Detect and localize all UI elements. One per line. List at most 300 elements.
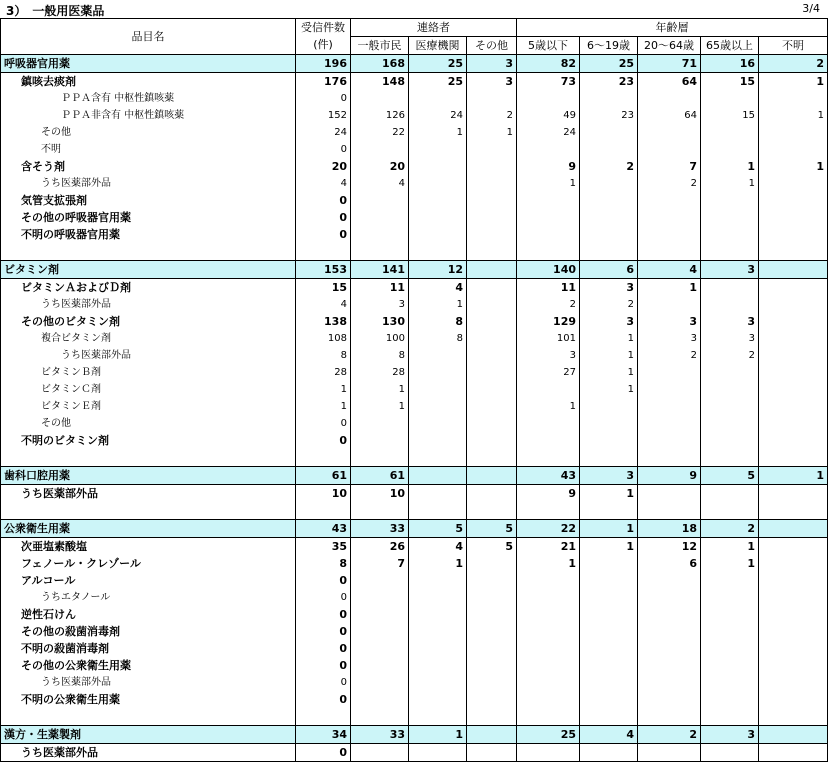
row-value (467, 90, 517, 107)
row-label: 気管支拡張剤 (1, 192, 296, 209)
row-value (409, 674, 467, 691)
row-value: 130 (351, 313, 409, 330)
row-value: 148 (351, 73, 409, 91)
row-value (759, 485, 828, 503)
row-value: 20 (296, 158, 351, 175)
table-row (1, 623, 828, 640)
col-header-received-unit: (件) (296, 37, 351, 55)
row-value (759, 726, 828, 744)
row-value (409, 623, 467, 640)
row-value (638, 90, 701, 107)
row-value: 4 (409, 279, 467, 297)
row-value (351, 243, 409, 261)
row-value (409, 364, 467, 381)
row-value: 1 (638, 279, 701, 297)
row-value: 25 (409, 73, 467, 91)
table-row (1, 192, 828, 209)
row-value (638, 640, 701, 657)
row-value: 8 (351, 347, 409, 364)
table-row (1, 398, 828, 415)
row-value: 3 (351, 296, 409, 313)
table-row (1, 657, 828, 674)
row-value (701, 398, 759, 415)
row-value (409, 226, 467, 243)
col-header-contact-group: 連絡者 (351, 19, 517, 37)
row-value: 22 (351, 124, 409, 141)
row-value (580, 209, 638, 226)
spacer-row (1, 243, 828, 261)
row-value: 12 (409, 261, 467, 279)
table-row (1, 347, 828, 364)
row-value (517, 243, 580, 261)
row-value (759, 192, 828, 209)
row-value (701, 502, 759, 520)
category-row (1, 520, 828, 538)
row-value (409, 691, 467, 708)
row-value: 3 (580, 313, 638, 330)
row-value: 2 (467, 107, 517, 124)
row-value (759, 226, 828, 243)
row-value: 100 (351, 330, 409, 347)
row-value: 33 (351, 726, 409, 744)
row-value (701, 90, 759, 107)
row-value (296, 243, 351, 261)
row-value: 3 (701, 330, 759, 347)
row-label: ビタミンＥ剤 (1, 398, 296, 415)
row-value (580, 175, 638, 192)
row-value (638, 296, 701, 313)
row-value: 16 (701, 55, 759, 73)
row-value (638, 708, 701, 726)
row-value: 101 (517, 330, 580, 347)
row-value (517, 691, 580, 708)
row-value (351, 691, 409, 708)
row-label: 不明 (1, 141, 296, 158)
row-value (759, 606, 828, 623)
row-value: 3 (580, 467, 638, 485)
row-value: 2 (638, 175, 701, 192)
table-row (1, 538, 828, 556)
row-value (409, 175, 467, 192)
row-value: 21 (517, 538, 580, 556)
row-value (701, 674, 759, 691)
table-row (1, 330, 828, 347)
row-value: 15 (701, 73, 759, 91)
row-value: 4 (638, 261, 701, 279)
row-value: 1 (759, 467, 828, 485)
row-value (409, 502, 467, 520)
row-value (351, 708, 409, 726)
row-label: うち医薬部外品 (1, 175, 296, 192)
row-value: 3 (517, 347, 580, 364)
row-value (296, 502, 351, 520)
row-value: 152 (296, 107, 351, 124)
row-value: 3 (701, 726, 759, 744)
row-value (759, 415, 828, 432)
row-value (701, 192, 759, 209)
row-value: 0 (296, 90, 351, 107)
row-value: 64 (638, 73, 701, 91)
row-value (409, 209, 467, 226)
row-value: 1 (351, 398, 409, 415)
row-label: 不明の呼吸器官用薬 (1, 226, 296, 243)
row-value (467, 347, 517, 364)
row-value: 1 (759, 158, 828, 175)
row-value (701, 124, 759, 141)
row-value: 18 (638, 520, 701, 538)
row-value: 43 (517, 467, 580, 485)
row-value (638, 141, 701, 158)
row-value: 24 (409, 107, 467, 124)
row-value (351, 589, 409, 606)
row-value (580, 572, 638, 589)
table-row (1, 124, 828, 141)
row-value: 0 (296, 640, 351, 657)
table-row (1, 691, 828, 708)
row-value: 0 (296, 432, 351, 449)
row-value: 0 (296, 623, 351, 640)
row-value: 5 (409, 520, 467, 538)
table-row (1, 279, 828, 297)
header-row-1 (1, 19, 828, 37)
row-value: 1 (409, 726, 467, 744)
table-row (1, 572, 828, 589)
category-row (1, 726, 828, 744)
row-value: 0 (296, 209, 351, 226)
row-label: その他 (1, 415, 296, 432)
row-value (409, 381, 467, 398)
row-value: 1 (580, 364, 638, 381)
row-value (580, 640, 638, 657)
row-value (580, 657, 638, 674)
row-value (517, 192, 580, 209)
row-value: 1 (701, 538, 759, 556)
row-value (351, 226, 409, 243)
table-row (1, 674, 828, 691)
row-value (701, 296, 759, 313)
row-value (580, 141, 638, 158)
row-value: 126 (351, 107, 409, 124)
row-value (701, 226, 759, 243)
row-value (409, 640, 467, 657)
row-value: 3 (467, 73, 517, 91)
row-value (467, 415, 517, 432)
row-label: その他の呼吸器官用薬 (1, 209, 296, 226)
row-value (580, 555, 638, 572)
table-row (1, 141, 828, 158)
row-value (517, 449, 580, 467)
row-value (759, 538, 828, 556)
row-value: 24 (517, 124, 580, 141)
spacer-row (1, 502, 828, 520)
row-value (467, 606, 517, 623)
row-value: 138 (296, 313, 351, 330)
table-row (1, 432, 828, 449)
row-value (409, 90, 467, 107)
row-value: 28 (296, 364, 351, 381)
row-value (351, 432, 409, 449)
row-value (467, 141, 517, 158)
table-row (1, 364, 828, 381)
row-value: 5 (467, 538, 517, 556)
row-value (701, 141, 759, 158)
row-label (1, 449, 296, 467)
row-value: 1 (351, 381, 409, 398)
row-value: 3 (701, 313, 759, 330)
row-value (638, 572, 701, 589)
row-value: 49 (517, 107, 580, 124)
row-value: 1 (580, 330, 638, 347)
row-value (580, 502, 638, 520)
table-row (1, 606, 828, 623)
row-value (638, 657, 701, 674)
row-value: 1 (409, 555, 467, 572)
row-value: 43 (296, 520, 351, 538)
section-title: 3） 一般用医薬品 (6, 4, 105, 18)
row-value (759, 209, 828, 226)
row-value (759, 449, 828, 467)
row-value (759, 657, 828, 674)
row-value (351, 415, 409, 432)
row-value (467, 313, 517, 330)
row-value (351, 623, 409, 640)
row-label: 歯科口腔用薬 (1, 467, 296, 485)
row-value: 8 (296, 347, 351, 364)
row-value (759, 243, 828, 261)
row-value: 5 (701, 467, 759, 485)
row-value (701, 657, 759, 674)
row-value (759, 398, 828, 415)
row-value: 35 (296, 538, 351, 556)
row-value (759, 520, 828, 538)
row-value (351, 90, 409, 107)
row-value (517, 90, 580, 107)
row-value: 9 (517, 485, 580, 503)
row-value (759, 381, 828, 398)
page-number: 3/4 (802, 2, 820, 15)
row-value: 4 (580, 726, 638, 744)
row-value: 15 (296, 279, 351, 297)
row-value: 20 (351, 158, 409, 175)
row-label: うち医薬部外品 (1, 296, 296, 313)
row-value: 25 (580, 55, 638, 73)
table-row (1, 589, 828, 606)
row-value (351, 606, 409, 623)
row-value (638, 226, 701, 243)
row-label: その他のビタミン剤 (1, 313, 296, 330)
row-value (580, 124, 638, 141)
row-value (580, 398, 638, 415)
row-value: 2 (580, 296, 638, 313)
row-value (701, 691, 759, 708)
row-label: 含そう剤 (1, 158, 296, 175)
row-value (638, 449, 701, 467)
row-value: 7 (351, 555, 409, 572)
row-value (517, 572, 580, 589)
row-label: うち医薬部外品 (1, 347, 296, 364)
row-value: 1 (467, 124, 517, 141)
row-value (517, 381, 580, 398)
row-value: 2 (580, 158, 638, 175)
row-label: 公衆衛生用薬 (1, 520, 296, 538)
row-value: 73 (517, 73, 580, 91)
col-header-contact-public: 一般市民 (351, 37, 409, 55)
row-value: 61 (296, 467, 351, 485)
row-value (580, 708, 638, 726)
row-value: 168 (351, 55, 409, 73)
row-value (701, 279, 759, 297)
col-header-age-group: 年齢層 (517, 19, 828, 37)
row-value: 25 (409, 55, 467, 73)
row-label: アルコール (1, 572, 296, 589)
row-value (759, 124, 828, 141)
row-value (409, 606, 467, 623)
row-value (467, 226, 517, 243)
row-value: 5 (467, 520, 517, 538)
row-value (467, 192, 517, 209)
row-value: 1 (296, 398, 351, 415)
row-value: 71 (638, 55, 701, 73)
row-value (409, 347, 467, 364)
row-value (638, 398, 701, 415)
row-value (580, 623, 638, 640)
row-value (638, 485, 701, 503)
row-value (467, 708, 517, 726)
row-value: 8 (296, 555, 351, 572)
row-value (701, 485, 759, 503)
row-label: うち医薬部外品 (1, 674, 296, 691)
row-value (701, 415, 759, 432)
row-value: 25 (517, 726, 580, 744)
row-value (517, 606, 580, 623)
row-value (409, 398, 467, 415)
row-label (1, 502, 296, 520)
row-label: 不明の公衆衛生用薬 (1, 691, 296, 708)
col-header-age-65plus: 65歳以上 (701, 37, 759, 55)
row-value: 6 (580, 261, 638, 279)
row-value: 34 (296, 726, 351, 744)
row-value: 0 (296, 589, 351, 606)
row-value (409, 192, 467, 209)
row-value (701, 432, 759, 449)
row-value: 10 (351, 485, 409, 503)
row-value: 0 (296, 691, 351, 708)
row-value: 108 (296, 330, 351, 347)
row-value: 0 (296, 606, 351, 623)
row-value (517, 674, 580, 691)
row-value: 7 (638, 158, 701, 175)
table-row (1, 381, 828, 398)
row-label: ビタミンＡおよびＤ剤 (1, 279, 296, 297)
row-value (409, 449, 467, 467)
row-value: 1 (517, 175, 580, 192)
row-label: うちエタノール (1, 589, 296, 606)
row-value (467, 381, 517, 398)
row-label: フェノール・クレゾール (1, 555, 296, 572)
row-value: 12 (638, 538, 701, 556)
row-value: 61 (351, 467, 409, 485)
row-label: 漢方・生薬製剤 (1, 726, 296, 744)
row-value: 11 (351, 279, 409, 297)
row-label: ビタミン剤 (1, 261, 296, 279)
row-value (580, 674, 638, 691)
row-value: 1 (701, 158, 759, 175)
row-value: 82 (517, 55, 580, 73)
row-value (701, 623, 759, 640)
row-value: 24 (296, 124, 351, 141)
row-value (638, 432, 701, 449)
row-value (351, 572, 409, 589)
row-value (467, 261, 517, 279)
category-row (1, 55, 828, 73)
row-value (467, 657, 517, 674)
table-row (1, 415, 828, 432)
row-label: うち医薬部外品 (1, 744, 296, 762)
row-value (759, 640, 828, 657)
col-header-age-unknown: 不明 (759, 37, 828, 55)
row-value (638, 623, 701, 640)
row-value (409, 572, 467, 589)
row-label: 不明の殺菌消毒剤 (1, 640, 296, 657)
row-value (759, 364, 828, 381)
row-value: 0 (296, 141, 351, 158)
row-value: 3 (638, 330, 701, 347)
row-value (759, 623, 828, 640)
row-value (467, 467, 517, 485)
row-value (759, 708, 828, 726)
row-value (351, 141, 409, 158)
row-value: 4 (296, 296, 351, 313)
row-value: 33 (351, 520, 409, 538)
row-value: 0 (296, 572, 351, 589)
row-label: その他 (1, 124, 296, 141)
row-label: ＰＰＡ非含有 中枢性鎮咳薬 (1, 107, 296, 124)
row-value (517, 623, 580, 640)
row-value (296, 708, 351, 726)
row-value (701, 606, 759, 623)
row-value: 11 (517, 279, 580, 297)
row-value: 2 (759, 55, 828, 73)
row-value (517, 209, 580, 226)
row-value (580, 589, 638, 606)
row-value (759, 572, 828, 589)
row-value (638, 691, 701, 708)
row-value (467, 209, 517, 226)
row-value (580, 606, 638, 623)
row-value: 0 (296, 657, 351, 674)
row-value: 9 (638, 467, 701, 485)
row-value (517, 226, 580, 243)
row-value (759, 347, 828, 364)
row-value (409, 589, 467, 606)
row-value (580, 432, 638, 449)
row-label: うち医薬部外品 (1, 485, 296, 503)
table-row (1, 73, 828, 91)
row-value (409, 158, 467, 175)
row-value (580, 415, 638, 432)
row-value: 1 (580, 347, 638, 364)
table-row (1, 158, 828, 175)
row-value (759, 141, 828, 158)
row-value: 3 (638, 313, 701, 330)
category-row (1, 261, 828, 279)
row-value (759, 313, 828, 330)
row-value (409, 708, 467, 726)
row-value (580, 691, 638, 708)
row-value (467, 589, 517, 606)
row-value (467, 449, 517, 467)
row-value (638, 606, 701, 623)
